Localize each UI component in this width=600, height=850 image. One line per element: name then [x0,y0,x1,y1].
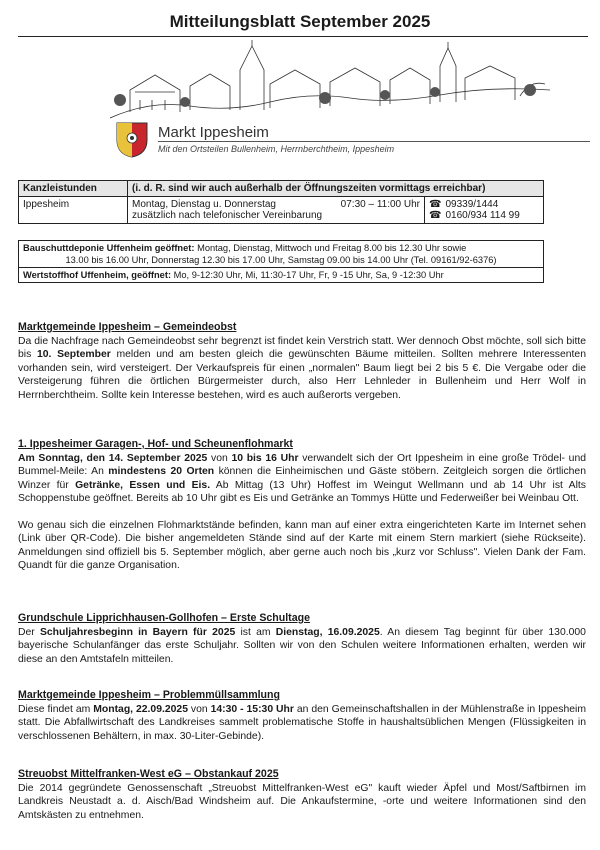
wertstoff-row [19,268,543,282]
article-heading: Marktgemeinde Ippesheim – Gemeindeobst [18,321,237,333]
office-days: Montag, Dienstag u. Donnerstag [132,199,276,210]
bauschutt-label: Bauschuttdeponie Uffenheim geöffnet: [23,243,195,253]
title-divider [18,36,588,37]
header-divider [158,141,590,142]
office-hours-table [18,180,544,224]
article-streuobst [18,768,586,822]
office-hours-label: Kanzleistunden [19,181,128,196]
office-phone-1: 09339/1444 [445,199,499,210]
coat-of-arms-icon [116,122,148,158]
office-phone-2: 0160/934 114 99 [445,210,520,221]
article-heading: Marktgemeinde Ippesheim – Problemmüllsammlung [18,689,280,701]
article-problemmuell [18,689,586,743]
office-hours-note: (i. d. R. sind wir auch außerhalb der Öffnungszeiten vormittags erreichbar) [132,183,486,194]
office-location: Ippesheim [19,197,128,223]
municipality-subtitle: Mit den Ortsteilen Bullenheim, Herrnberchtheim, Ippesheim [158,144,395,154]
article-schule [18,612,586,666]
wertstoff-text: Mo, 9-12:30 Uhr, Mi, 11:30-17 Uhr, Fr, 9 -15 Uhr, Sa, 9 -12:30 Uhr [173,270,444,280]
page-title: Mitteilungsblatt September 2025 [169,12,431,31]
municipality-name: Markt Ippesheim [158,124,269,141]
disposal-info-box [18,240,544,283]
village-skyline-illustration [110,40,550,122]
office-hours-row [19,197,543,223]
article-body: Da die Nachfrage nach Gemeindeobst sehr begrenzt ist findet kein Verstrich statt. Wer dennoch Obst möchte, soll sich bitte bis 10. September melden und am besten gleich die gewünschten Bäume mitteilen. Sollten mehrere Interessenten vorhanden sein, wird versteigert. Der Verkaufspreis für einen „normalen" Baum liegt bei 2 bis 5 €. Die Vergabe oder die Versteigerung führen die örtlichen Bürgermeister durch, also Herr Lehnleder in Bullenheim und Herr Wolf in Herrnberchtheim. Sollte kein Interesse bestehen, wird es auch außerorts vergeben. [18,335,586,401]
article-gemeindeobst [18,321,586,402]
article-body: Am Sonntag, den 14. September 2025 von 10 bis 16 Uhr verwandelt sich der Ort Ippesheim in eine große Trödel- und Bummel-Meile: An mindestens 20 Orten können die Einheimischen und Gäste stöbern. Zeitgleich sorgen die örtlichen Winzer für Getränke, Essen und Eis. Ab Mittag (13 Uhr) Hoffest im Weingut Wellmann und ab 14 Uhr ist Alts Schoppenstube geöffnet. Bereits ab 10 Uhr gibt es Eis und Getränke an Tommys Hütte und Federweißer bei Weinbau Ott. [18,452,587,504]
bauschutt-text-2: 13.00 bis 16.00 Uhr, Donnerstag 12.30 bis 17.00 Uhr, Samstag 09.00 bis 14.00 Uhr (Tel. 09161/92-6376) [65,255,497,265]
article-body: Diese findet am Montag, 22.09.2025 von 14:30 - 15:30 Uhr an den Gemeinschaftshallen in der Mühlenstraße in Ippesheim statt. Die Abfallwirtschaft des Landkreises sammelt problematische Stoffe in haushaltsüblichen Mengen (Flüssigkeiten in verschlossenen Behältern, in max. 30-Liter-Gebinde). [18,703,586,742]
article-heading: 1. Ippesheimer Garagen-, Hof- und Scheunenflohmarkt [18,438,293,450]
office-time: 07:30 – 11:00 Uhr [340,199,420,210]
article-body: Der Schuljahresbeginn in Bayern für 2025 ist am Dienstag, 16.09.2025. An diesem Tag beginnt für über 130.000 bayerische Schulanfänger das erste Schuljahr. Sollten wir von den Schulen weitere Informationen erhalten, werden wir diese an den Amtstafeln mitteilen. [18,626,586,665]
office-hours-header [19,181,543,197]
bauschutt-row [19,241,543,268]
phone-icon: ☎ [429,199,442,210]
office-extra: zusätzlich nach telefonischer Vereinbarung [132,210,323,221]
article-body: Die 2014 gegründete Genossenschaft „Streuobst Mittelfranken-West eG" kauft wieder Äpfel und Most/Saftbirnen im Landkreis Neustadt a. d. Aisch/Bad Windsheim auf. Die Ankaufstermine, -orte und weitere Informationen sind den Amtskästen zu entnehmen. [18,782,586,821]
article-body-2: Wo genau sich die einzelnen Flohmarktstände befinden, kann man auf einer extra eingerichteten Karte im Internet sehen (Link über QR-Code). Die bisher angemeldeten Stände sind auf der Karte mit einem Stern markiert (siehe Rückseite). Anmeldungen sind offiziell bis 5. September möglich, aber gerne auch noch bis „kurz vor Schluss". Vielen Dank der Fam. Quandt für die ganze Organisation. [18,519,586,571]
article-heading: Grundschule Lipprichhausen-Gollhofen – Erste Schultage [18,612,310,624]
article-flohmarkt [18,438,586,573]
bauschutt-text: Montag, Dienstag, Mittwoch und Freitag 8.00 bis 12.30 Uhr sowie [197,243,467,253]
phone-icon: ☎ [429,210,442,221]
wertstoff-label: Wertstoffhof Uffenheim, geöffnet: [23,270,172,280]
article-heading: Streuobst Mittelfranken-West eG – Obstankauf 2025 [18,768,279,780]
